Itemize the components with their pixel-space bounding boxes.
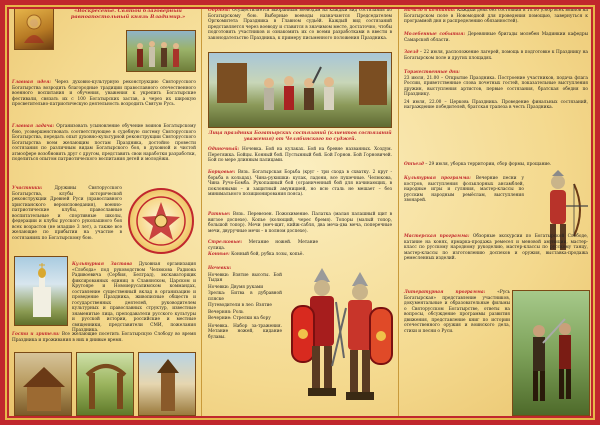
culture-program-paragraph	[404, 176, 524, 204]
saint-figure-icon	[21, 13, 47, 43]
wrestling-heading: Борцовые:	[208, 170, 236, 175]
main-idea-paragraph	[12, 80, 196, 108]
list-item: Зрелка: Битва в дубравной пляске	[208, 291, 282, 302]
armed-text: Вязь. Перевезен. Пожохимение. Палатка (малая палашный щит в вигзое доспехе). Копье (колющий, черес бремя). Топоры (малый топор, большой топор). Мечи (меч-щит, кийж-сабля, два меча-два меча, поперечные мечи, двуручные мечи – в полном доспехе).	[208, 212, 392, 234]
daily-start-text: Каждый день без состояния в 10.00 (сбор всех воинов на Богатырском поле в Новомодной для проведения помощью, завернуться к программой дня и распределению обязанностей).	[404, 8, 588, 24]
departure-paragraph	[404, 162, 588, 168]
warriors-group-icon	[127, 31, 196, 72]
list-item: Путеводители в лес: Взятие	[208, 303, 272, 308]
house-icon	[15, 353, 72, 416]
arrival-paragraph	[404, 50, 588, 61]
camp-photo-2	[76, 352, 134, 416]
shooting-heading: Стрелковые:	[208, 240, 243, 245]
photo-caption: Лица праздника Богатырских состязаний (клиентов состязаний уважения) от Челябинского по суджей.	[208, 131, 392, 142]
warrior-emblem-icon	[130, 190, 192, 252]
closing-day-text: 24 июля, 22.00 – Церковь Праздника. Проведение финальных состязаний, награждение победителей, братская трапеза в честь Праздника.	[404, 99, 588, 110]
guests-heading: Гости и зрители:	[12, 332, 60, 337]
list-item: Вечерние: Стрелки на бору	[208, 316, 271, 321]
prayer-paragraph	[404, 32, 588, 43]
column-right	[398, 0, 594, 425]
ceremonial-days-paragraph	[404, 70, 588, 111]
wrestling-paragraph	[208, 170, 392, 198]
daily-start-paragraph	[404, 8, 588, 25]
armed-heading: Ратные:	[208, 212, 231, 217]
intro-text: «Воскресенье. Святой благоверный равноапостольный князь Владимир.»	[70, 8, 186, 20]
single-heading: Одиночный:	[208, 147, 240, 152]
saint-icon-image	[14, 6, 54, 50]
wrestling-text: Вязь. Богатырская Борьба (круг - три схода в схватку. 2 круг - борьба в кольцах). Чина-рукишки: кулак, ладони, все пушечные. Челюкова, Чина Ручо-Бомба. Рукопашный бой (ограниченный бой для начинающих, в поклонными – и защитный амуницией, но всю сталь не мешает – без минимального позиционирования пояса).	[208, 170, 392, 197]
night-list-heading: Ночевки:	[208, 266, 232, 271]
main-task-heading: Главная задача:	[12, 124, 55, 129]
list-tail: Ночевка. Набор за-тражения. Метание ножей, кидание булавы.	[208, 323, 282, 340]
armed-paragraph	[208, 212, 392, 234]
culture-outpost-text: Духовная организация «Слобода» под руководством Челюкова Радиона Радивоевича (Сербия, Белград), экскаваторщик фиксированных единиц в Славянском, Царском и Крутояре и Новоиерусалимском коммандах, составление существенный вклад в организацию и проведение Праздника, живописные обществ и государственных деятелей, руководителем культурных и православных структур, известные знаменитые лица, преподаватели русского культуры и русской истории, российские и местные священники, представители СМИ, пожелания Праздника.	[72, 262, 196, 333]
literary-program-paragraph	[404, 290, 510, 334]
culture-program-heading: Культурная программа:	[404, 176, 471, 181]
gate-icon	[77, 353, 134, 416]
guests-paragraph	[12, 332, 196, 343]
column-left	[6, 0, 202, 425]
main-task-paragraph	[12, 124, 196, 163]
participants-text: Дружины Святорусского Богатырства, клубы исторической реконструкции Древней Руси (православного христианского вероисповедания), военно-патриотические клубы, православные воспитательные и спортивные школы, федерации и клубы русского рукопашного боя всех возрастов (не младше 3 лет), а также все желающие по прибытии на участие в состязаниях по Богатырскому бою.	[12, 186, 122, 241]
culture-outpost-paragraph	[72, 262, 196, 334]
master-program-heading: Мастерская программа:	[404, 234, 470, 239]
horse-text: Конный бой, рубка лозы, копьё.	[231, 252, 304, 257]
column-middle	[202, 0, 398, 425]
arrival-text: – 22 июля, расположение лагерей, помощь в подготовке к Празднику на Богатырском поле и других площадях.	[404, 50, 588, 61]
church-icon	[15, 257, 68, 326]
horse-paragraph	[208, 252, 318, 258]
shooting-paragraph	[208, 240, 318, 251]
list-item: Вечерняя: Роль	[208, 309, 244, 315]
list-item: Ночевки: Взятие высоты. Бой Тыдан	[208, 272, 282, 283]
participants-paragraph	[12, 186, 122, 241]
rites-text: Осуществляется выбранным воеводам на каждый вид состязания по Богатырскому бою. Выборные воеводы назначаются Председателем Оргкомитета Праздника в Главном судьёй. Каждый вид состязаний представляется через воеводу и ставится в значимом месте, достаточно, чтобы подготовить участников и ознакомить их со всеми разработками в ввести в законодательство Праздника, к примеру письменного положения Праздника.	[208, 8, 392, 41]
festival-photo	[208, 52, 392, 128]
daily-start-heading: Начало в компании:	[404, 8, 456, 13]
horse-heading: Конные:	[208, 252, 230, 257]
rites-heading: Обряды:	[208, 8, 231, 13]
knights-icon	[284, 262, 396, 420]
main-task-text: Организовать усыновление обучение воинов Богатырскому бою, усовершенствовать соответствующее в судебную систему Святорусского Богатырства, передать опыт духовно-культурной реконструкции Святорусского Богатырства всем желающим постам Праздника, достойно провести состязания по различным видам Богатырского боя, в духовной и чистой атмосфере возобновить друг с другом, представить свои наработки разработки, поделиться опытом патриотического воспитания детей и молодёжи.	[12, 124, 196, 162]
knights-illustration	[284, 262, 396, 420]
guests-text: Все желающие посетить Богатырскую Слободу во время Праздника и проживания в них в днивые время.	[12, 332, 197, 343]
single-text: Ночевка. Бой на кулаках. Бой на бревне названных. Хоздум. Перетяжка. Бойцы. Конный бой. Пустынный бой. Бой Горнов. Бой Горновичей. Бой по мере длинным палицами.	[208, 147, 392, 163]
camp-photo-1	[14, 352, 72, 416]
ceremonial-days-text: 23 июля, 21.00 – Открытие Праздника. Построение участников, подача флага России, приветственные слова почетных гостей, показательные выступления дружин, выступления артистов, первые состязания, братская обедня по Празднику.	[404, 75, 588, 97]
warriors-photo	[126, 30, 196, 72]
master-program-paragraph	[404, 234, 588, 262]
main-idea-text: Через духовно-культурную реконструкцию Святорусского Богатырства возродить благородные традиции православного отечественного военного воспитания и обучения, уважения к укрепить Богатырские фестивали, связать их с 100 Богатырских застав, а через их широкую просветительно-патриотическую деятельность возродить Святую Русь.	[12, 80, 196, 107]
literary-program-text: «Русь Богатырская» представление участников, документальные и образовательные фильмы о Святорусском Богатырстве, ответы на вопросы, обсуждение программы развития движения, представление книг по истории отечественного оружия и воинского дела, стихи и песни о Руси.	[404, 290, 510, 334]
culture-program-text: Вечерние песни у костров, выступления фольклорных ансамблей, народные игры и гуляния, мастер-классы по русским народным ремёслам, выступления звонарей.	[404, 176, 524, 203]
prayer-heading: Молебенные события:	[404, 32, 466, 37]
festival-emblem	[128, 188, 194, 254]
camp-photo-3	[138, 352, 196, 416]
fighters-icon	[513, 291, 590, 416]
church-photo	[14, 256, 68, 326]
night-list	[208, 266, 282, 340]
prayer-text: Деревянные бригады молебен Мадинкии кафедры Самарской области.	[404, 32, 588, 43]
literary-program-heading: Литературная программа:	[404, 290, 486, 295]
festival-crowd-icon	[209, 53, 392, 128]
fighters-photo	[512, 290, 590, 416]
ceremonial-days-heading: Торжественные дни:	[404, 70, 460, 75]
tower-icon	[139, 353, 196, 416]
rites-paragraph	[208, 8, 392, 41]
arrival-heading: Заезд	[404, 50, 419, 55]
single-paragraph	[208, 147, 392, 164]
departure-text: – 29 июля, уборка территории, сбор формы, прощание.	[425, 162, 552, 167]
shooting-text: Метание ножей. Метание сулица.	[208, 240, 318, 251]
culture-outpost-heading: Культурная Застава	[72, 262, 133, 267]
departure-heading: Отъезд	[404, 162, 424, 167]
list-item: Ночевки: Двумя руками	[208, 284, 264, 290]
participants-heading: Участники:	[12, 186, 43, 191]
master-program-text: Обзорные экскурсии по Богатырской Слободе, катание на конях, ярмарка-продажа ремесел и меновой амуниции, мастер-класс по русскому народному рукоделию, мастер-классы по русскому танцу, мастер-классы по изготовлению доспехов и оружия, выставка-продажа ремесленных изделий.	[404, 234, 588, 261]
main-idea-heading: Главная идея:	[12, 80, 51, 85]
